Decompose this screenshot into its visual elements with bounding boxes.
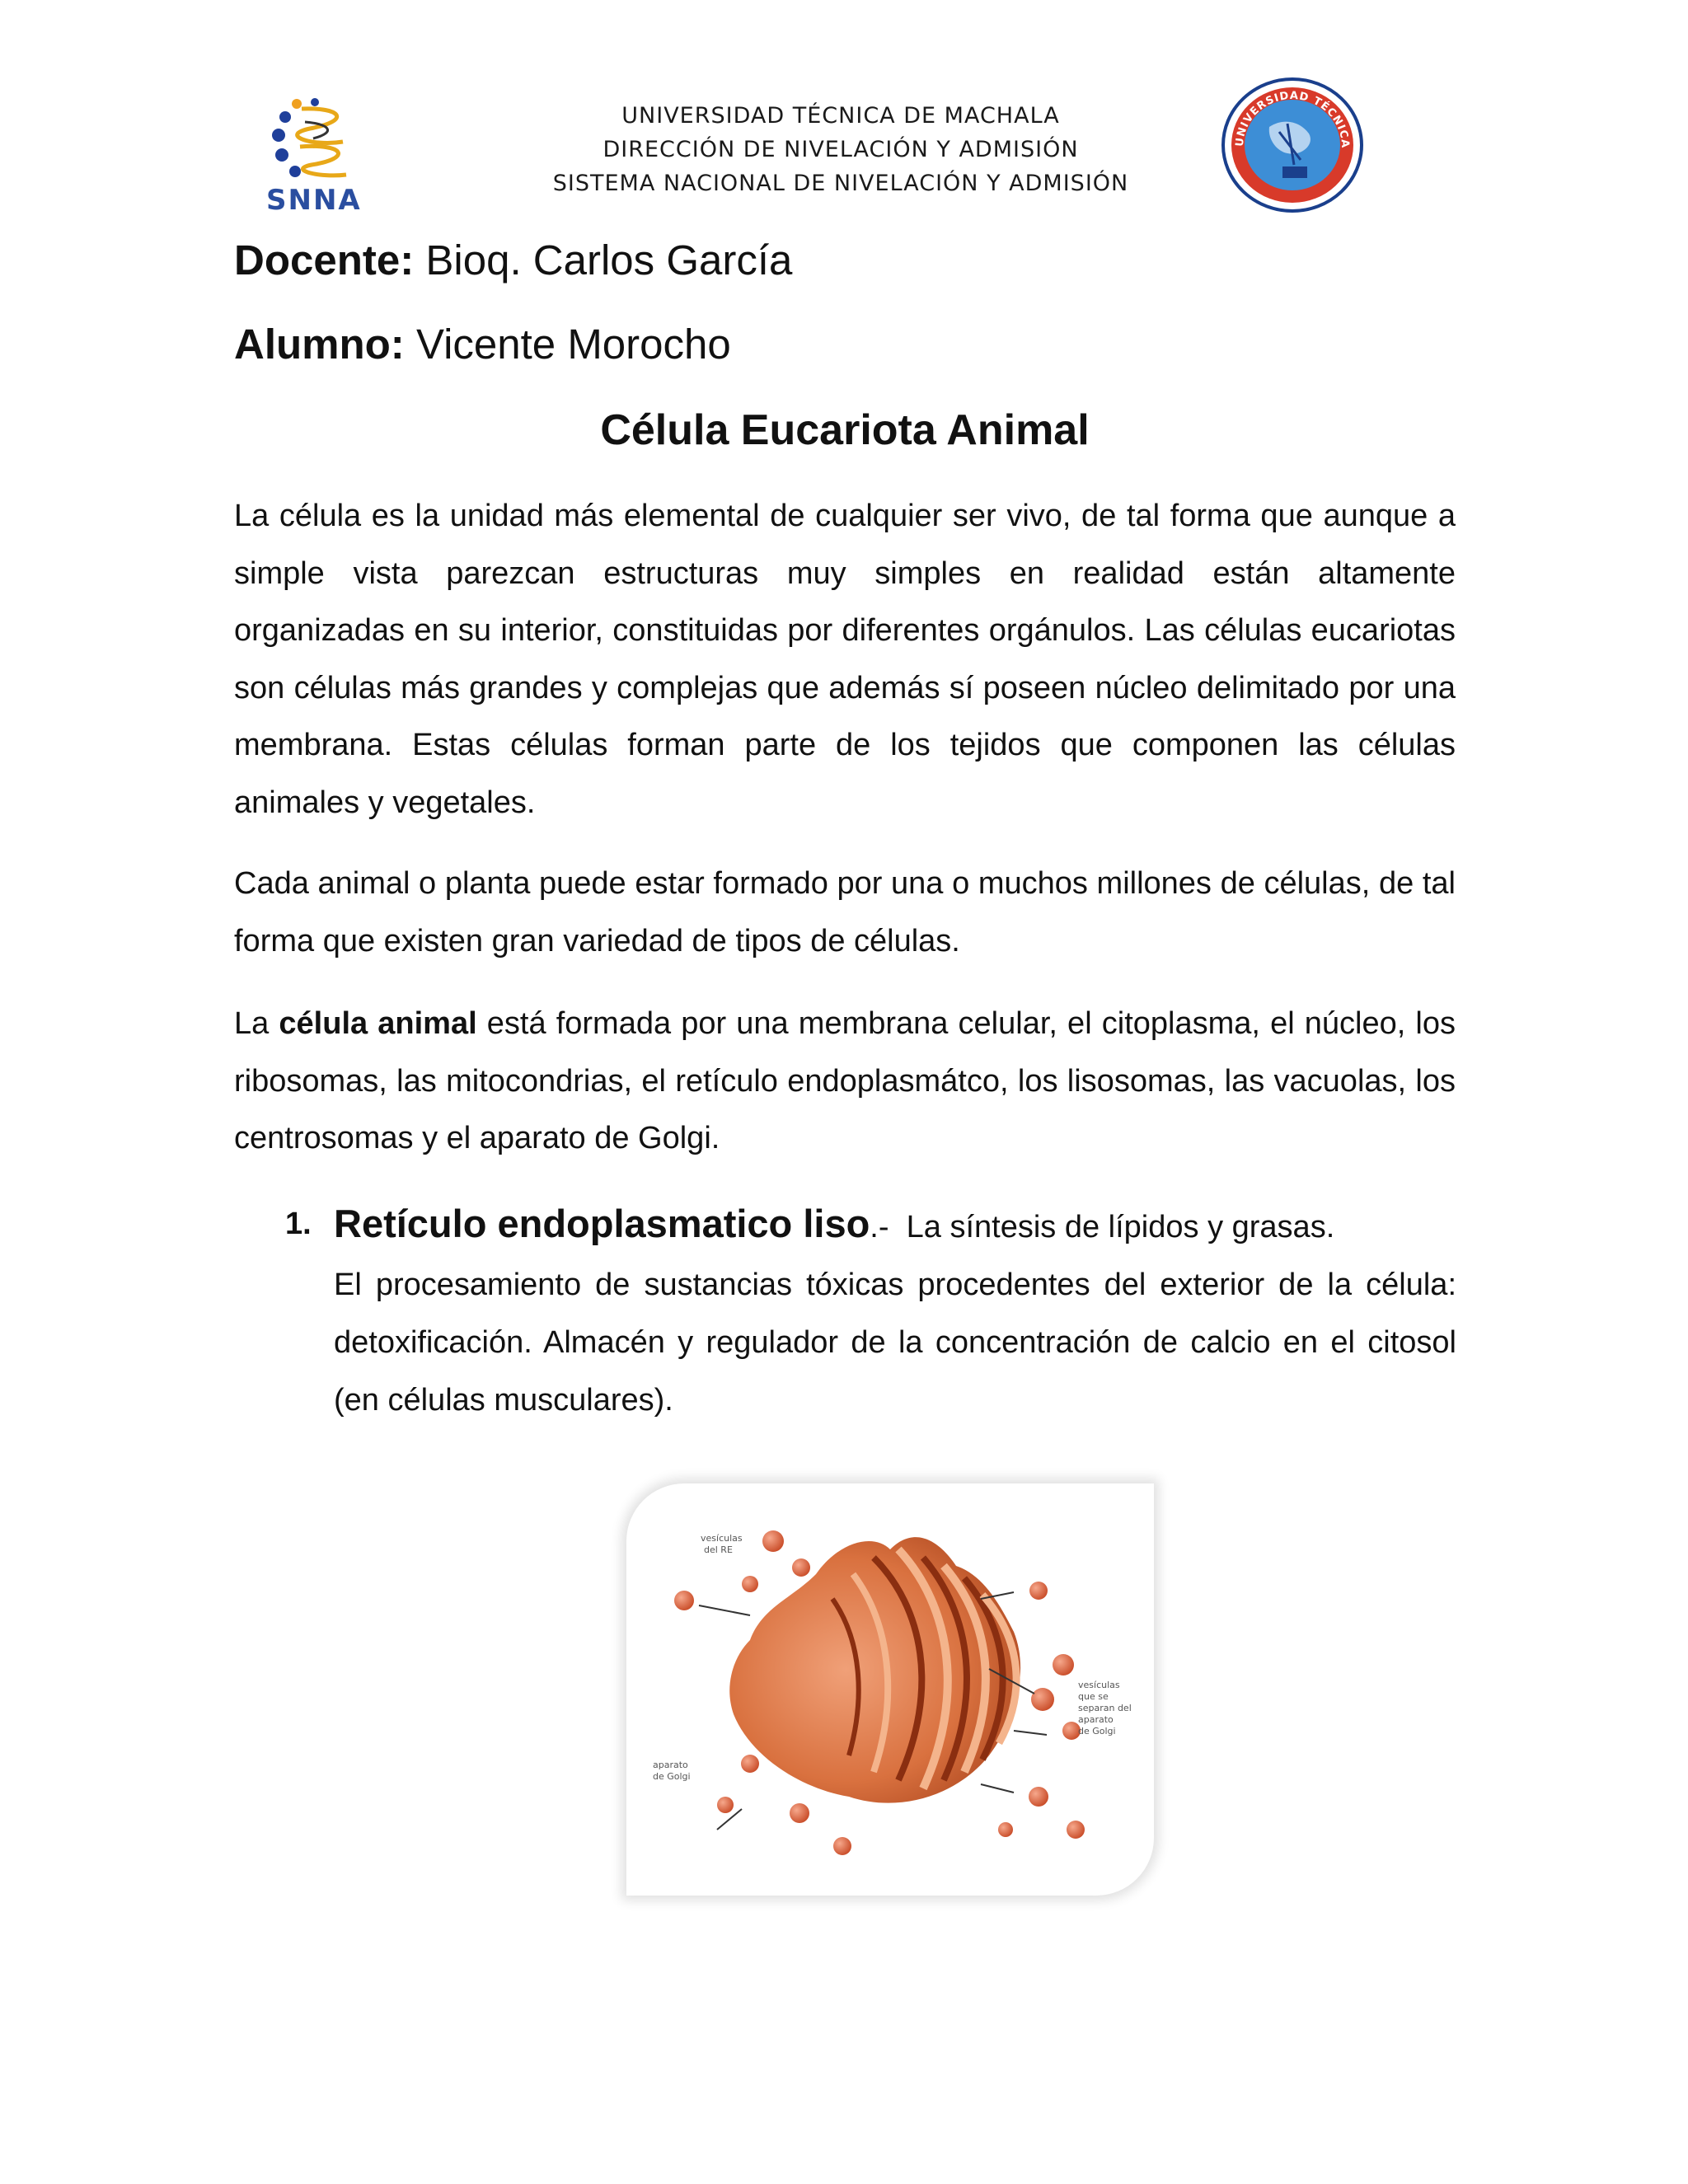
golgi-figure-frame [626,1483,1154,1896]
student-line [234,320,731,368]
teacher-line [234,236,792,284]
list-item-separator: .- [870,1210,889,1244]
paragraph-variety: Cada animal o planta puede estar formado por una o muchos millones de células, de tal forma que existen gran variedad de tipos de células. [234,866,1456,958]
label-vesicles-leave-line5: de Golgi [1078,1726,1116,1736]
label-golgi-line1: aparato [653,1760,688,1770]
list-item-lead: La síntesis de lípidos y grasas. [906,1210,1335,1244]
label-vesicles-leave-line3: separan del [1078,1703,1132,1713]
list-item [334,1195,1456,1429]
header-line-system: SISTEMA NACIONAL DE NIVELACIÓN Y ADMISIÓN [552,171,1129,196]
svg-text:SNNA: SNNA [266,184,362,216]
list-item-body: El procesamiento de sustancias tóxicas procedentes del exterior de la célula: detoxificación. Almacén y regulador de la concentración de calcio en el citosol (en células musculares). [334,1268,1456,1418]
paragraph-intro: La célula es la unidad más elemental de cualquier ser vivo, de tal forma que aunque a simple vista parezcan estructuras muy simples en realidad están altamente organizadas en su interior, constituidas por diferentes orgánulos. Las células eucariotas son células más grandes y complejas que además sí poseen núcleo delimitado por una membrana. Estas células forman parte de los tejidos que componen las células animales y vegetales. [234,499,1456,820]
document-title: Célula Eucariota Animal [600,406,1090,454]
student-label: Alumno: [234,321,405,368]
label-vesicles-er-line1: vesículas [701,1533,743,1544]
label-golgi-line2: de Golgi [653,1771,691,1782]
header-line-direction: DIRECCIÓN DE NIVELACIÓN Y ADMISIÓN [603,137,1079,162]
list-item-number: 1. [285,1207,312,1241]
teacher-name: Bioq. Carlos García [425,237,793,284]
label-vesicles-leave-line4: aparato [1078,1714,1114,1725]
student-name: Vicente Morocho [415,321,731,368]
svg-text:UNIVERSIDAD TÉCNICA DE MACHALA: UNIVERSIDAD TÉCNICA [1233,89,1352,149]
paragraph-animal-cell-rest: está formada por una membrana celular, el citoplasma, el núcleo, los ribosomas, las mitocondrias, el retículo endoplasmátco, los lisosomas, las vacuolas, los centrosomas y el aparato de Golgi. [234,1006,1456,1155]
paragraph-animal-cell-start: La [234,1006,270,1041]
teacher-label: Docente: [234,237,415,284]
header-line-university: UNIVERSIDAD TÉCNICA DE MACHALA [621,103,1060,129]
label-vesicles-leave-line1: vesículas [1078,1680,1120,1690]
label-vesicles-er-line2: del RE [704,1544,733,1555]
institution-header [462,99,1220,200]
paragraph-animal-cell [234,996,1456,1168]
snna-logo-icon [262,92,386,216]
university-seal-icon [1218,74,1367,214]
label-vesicles-leave-line2: que se [1078,1691,1109,1702]
list-item-title: Retículo endoplasmatico liso [334,1202,870,1245]
paragraph-animal-cell-bold: célula animal [279,1006,477,1041]
golgi-apparatus-illustration [626,1483,1154,1896]
